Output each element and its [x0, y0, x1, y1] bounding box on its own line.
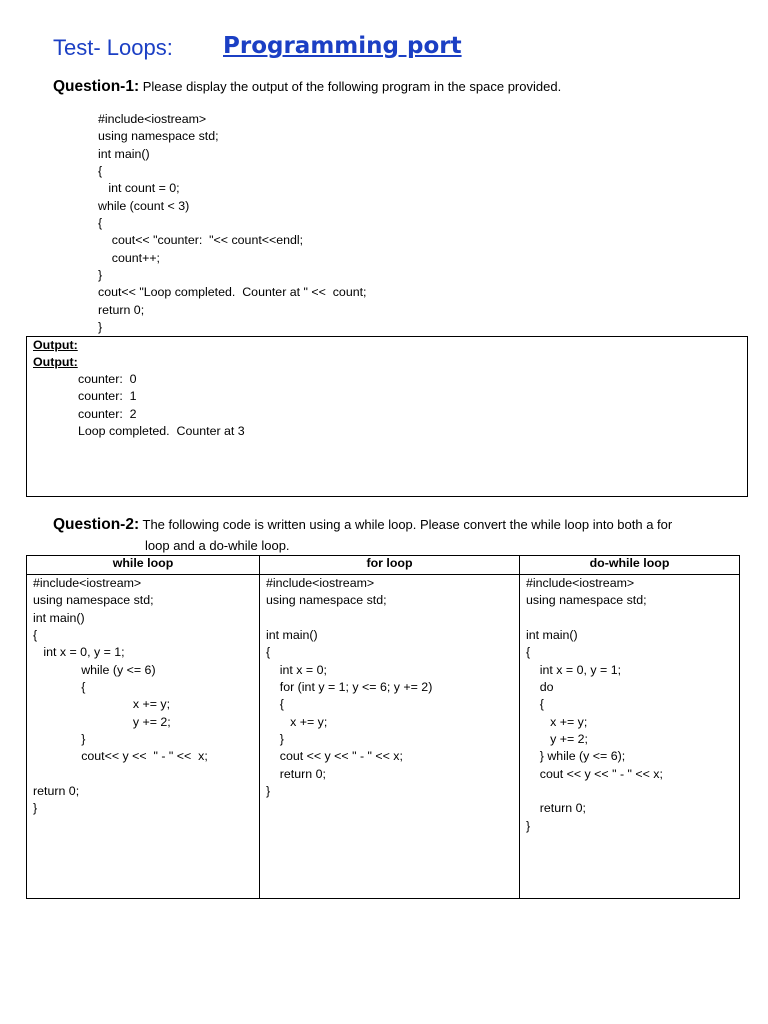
test-title: Test- Loops: [53, 35, 173, 60]
question-2-text-line2: loop and a do-while loop. [145, 538, 290, 553]
table-header-row [27, 556, 740, 575]
question-1-text: Please display the output of the following program in the space provided. [142, 79, 562, 94]
output-heading: Output: [33, 338, 78, 352]
do-while-loop-code: #include<iostream> using namespace std; int main() { int x = 0, y = 1; do { x += y; y += 2; } while (y <= 6); cout << y << " - " << x; return 0; } [520, 575, 740, 899]
question-1-label: Question-1: [53, 78, 140, 95]
question-1-code: #include<iostream> using namespace std; int main() { int count = 0; while (count < 3) { cout<< "counter: "<< count<<endl; count++; } cout<< "Loop completed. Counter at " << count; return 0; } [98, 112, 367, 335]
loops-table [26, 555, 740, 899]
column-header-do-while: do-while loop [520, 556, 740, 575]
output-text: counter: 0 counter: 1 counter: 2 Loop completed. Counter at 3 [78, 372, 245, 439]
question-2-text-line1: The following code is written using a while loop. Please convert the while loop into both a for [142, 517, 673, 532]
course-title-link[interactable]: Programming port [223, 33, 462, 59]
question-1-prompt [53, 78, 561, 96]
question-2-label: Question-2: [53, 516, 140, 533]
column-header-while: while loop [27, 556, 260, 575]
for-loop-code: #include<iostream> using namespace std; int main() { int x = 0; for (int y = 1; y <= 6; y += 2) { x += y; } cout << y << " - " << x; return 0; } [260, 575, 520, 899]
output-box [26, 336, 748, 497]
output-heading-duplicate: Output: [33, 355, 78, 369]
table-row [27, 575, 740, 899]
question-2-prompt [53, 516, 672, 534]
while-loop-code: #include<iostream> using namespace std; int main() { int x = 0, y = 1; while (y <= 6) { x += y; y += 2; } cout<< y << " - " << x; return 0; } [27, 575, 260, 899]
column-header-for: for loop [260, 556, 520, 575]
